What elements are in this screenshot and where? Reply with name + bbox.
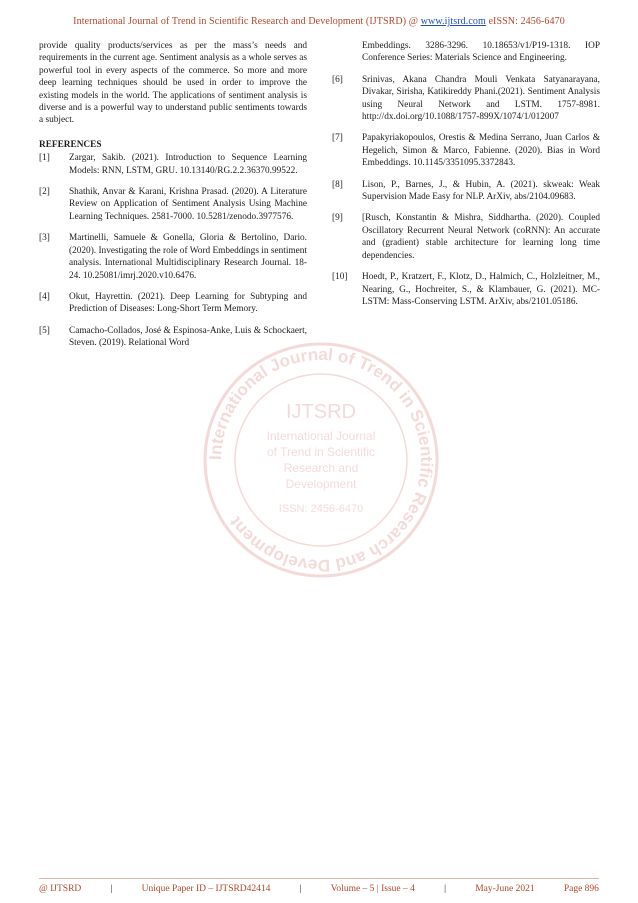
- reference-number: [2]: [39, 187, 50, 198]
- watermark-title: IJTSRD: [286, 401, 356, 423]
- reference-number: [6]: [332, 74, 343, 85]
- reference-number: [4]: [39, 291, 50, 302]
- reference-text: Martinelli, Samuele & Gonella, Gloria & Bertolino, Dario. (2020). Investigating the role of Word Embeddings in sentiment analysis. International Multidisciplinary Research Journal. 18-24. 10.25081/imrj.2020.v10.6476.: [69, 233, 307, 281]
- reference-item: [332, 40, 600, 65]
- right-column: [332, 40, 600, 317]
- page-footer: [39, 884, 599, 894]
- reference-item: [39, 186, 307, 223]
- journal-header: [0, 16, 638, 27]
- watermark-line-3: Research and: [283, 461, 359, 475]
- footer-divider: [39, 878, 599, 879]
- reference-text: [Rusch, Konstantin & Mishra, Siddhartha. (2020). Coupled Oscillatory Recurrent Neural Network (coRNN): An accurate and (gradient) stable architecture for learning long time dependencies.: [362, 213, 600, 261]
- footer-separator: |: [110, 884, 113, 894]
- reference-text: Camacho-Collados, José & Espinosa-Anke, Luis & Schockaert, Steven. (2019). Relational Word: [69, 325, 307, 349]
- footer-separator: |: [444, 884, 446, 894]
- references-heading: REFERENCES: [39, 139, 102, 150]
- reference-item: [39, 152, 307, 177]
- reference-number: [8]: [332, 179, 343, 190]
- ijtsrd-watermark-seal: [201, 340, 441, 580]
- watermark-line-2: of Trend in Scientific: [266, 445, 376, 459]
- reference-number: [10]: [332, 272, 348, 283]
- watermark-line-4: Development: [285, 477, 357, 491]
- reference-text: Embeddings. 3286-3296. 10.18653/v1/P19-1318. IOP Conference Series: Materials Science and Engineering.: [362, 41, 600, 64]
- footer-separator: |: [299, 884, 302, 894]
- reference-item: [332, 212, 600, 262]
- journal-name: International Journal of Trend in Scientific Research and Development (IJTSRD) @: [73, 16, 421, 27]
- reference-number: [332, 40, 362, 65]
- watermark-arc-text: International Journal of Trend in Scientific Research and Development: [205, 344, 437, 576]
- reference-number: [5]: [39, 325, 50, 336]
- reference-item: [39, 232, 307, 282]
- watermark-line-1: International Journal: [266, 429, 376, 443]
- reference-text: Zargar, Sakib. (2021). Introduction to Sequence Learning Models: RNN, LSTM, GRU. 10.13140/RG.2.2.36370.99522.: [69, 153, 307, 176]
- journal-url-link[interactable]: www.ijtsrd.com: [420, 16, 486, 27]
- reference-item: [332, 271, 600, 308]
- footer-paper-id: Unique Paper ID – IJTSRD42414: [141, 884, 271, 894]
- left-column: [39, 40, 307, 359]
- footer-page-number: Page 896: [563, 884, 599, 894]
- reference-item: [332, 74, 600, 124]
- references-list-left: [39, 152, 307, 349]
- footer-volume-issue: Volume – 5 | Issue – 4: [330, 884, 415, 894]
- journal-issn: eISSN: 2456-6470: [485, 16, 565, 27]
- intro-paragraph: provide quality products/services as per the mass’s needs and requirements in the current age. Sentiment analysis as a whole serves as powerful tool in every aspects of the commerce. So more and more deep learning techniques should be used in order to improve the existing models in the world. The applications of sentiment analysis is diverse and is a powerful way to understand public sentiments towards a subject.: [39, 41, 307, 126]
- reference-text: Shathik, Anvar & Karani, Krishna Prasad. (2020). A Literature Review on Application of Sentiment Analysis Using Machine Learning Techniques. 2581-7000. 10.5281/zenodo.3977576.: [69, 187, 307, 222]
- reference-item: [332, 179, 600, 204]
- reference-number: [9]: [332, 213, 343, 224]
- reference-text: Hoedt, P., Kratzert, F., Klotz, D., Halmich, C., Holzleitner, M., Nearing, G., Hochreiter, S., & Klambauer, G. (2021). MC-LSTM: Mass-Conserving LSTM. ArXiv, abs/2101.05186.: [362, 272, 600, 307]
- reference-item: [39, 291, 307, 316]
- svg-text:International Journal of Trend: [206, 345, 436, 575]
- reference-number: [7]: [332, 133, 343, 144]
- reference-text: Lison, P., Barnes, J., & Hubin, A. (2021). skweak: Weak Supervision Made Easy for NLP. ArXiv, abs/2104.09683.: [362, 179, 600, 203]
- reference-text: Papakyriakopoulos, Orestis & Medina Serrano, Juan Carlos & Hegelich, Simon & Marco, Fabienne. (2020). Bias in Word Embeddings. 10.1145/3351095.3372843.: [362, 133, 600, 169]
- footer-date: May-June 2021: [475, 884, 535, 894]
- reference-text: Srinivas, Akana Chandra Mouli Venkata Satyanarayana, Divakar, Sirisha, Katikireddy Phani.(2021). Sentiment Analysis using Neural Network and LSTM. 1757-8981. http://dx.doi.org/10.1088/1757-899X/1074/1/012007: [362, 74, 600, 123]
- footer-publisher: @ IJTSRD: [39, 884, 82, 894]
- reference-item: [332, 132, 600, 169]
- reference-text: Okut, Hayrettin. (2021). Deep Learning for Subtyping and Prediction of Diseases: Long-Short Term Memory.: [69, 291, 307, 315]
- reference-number: [3]: [39, 233, 50, 244]
- watermark-issn: ISSN: 2456-6470: [278, 503, 364, 515]
- references-list-right: [332, 40, 600, 308]
- reference-number: [1]: [39, 153, 50, 164]
- reference-item: [39, 325, 307, 350]
